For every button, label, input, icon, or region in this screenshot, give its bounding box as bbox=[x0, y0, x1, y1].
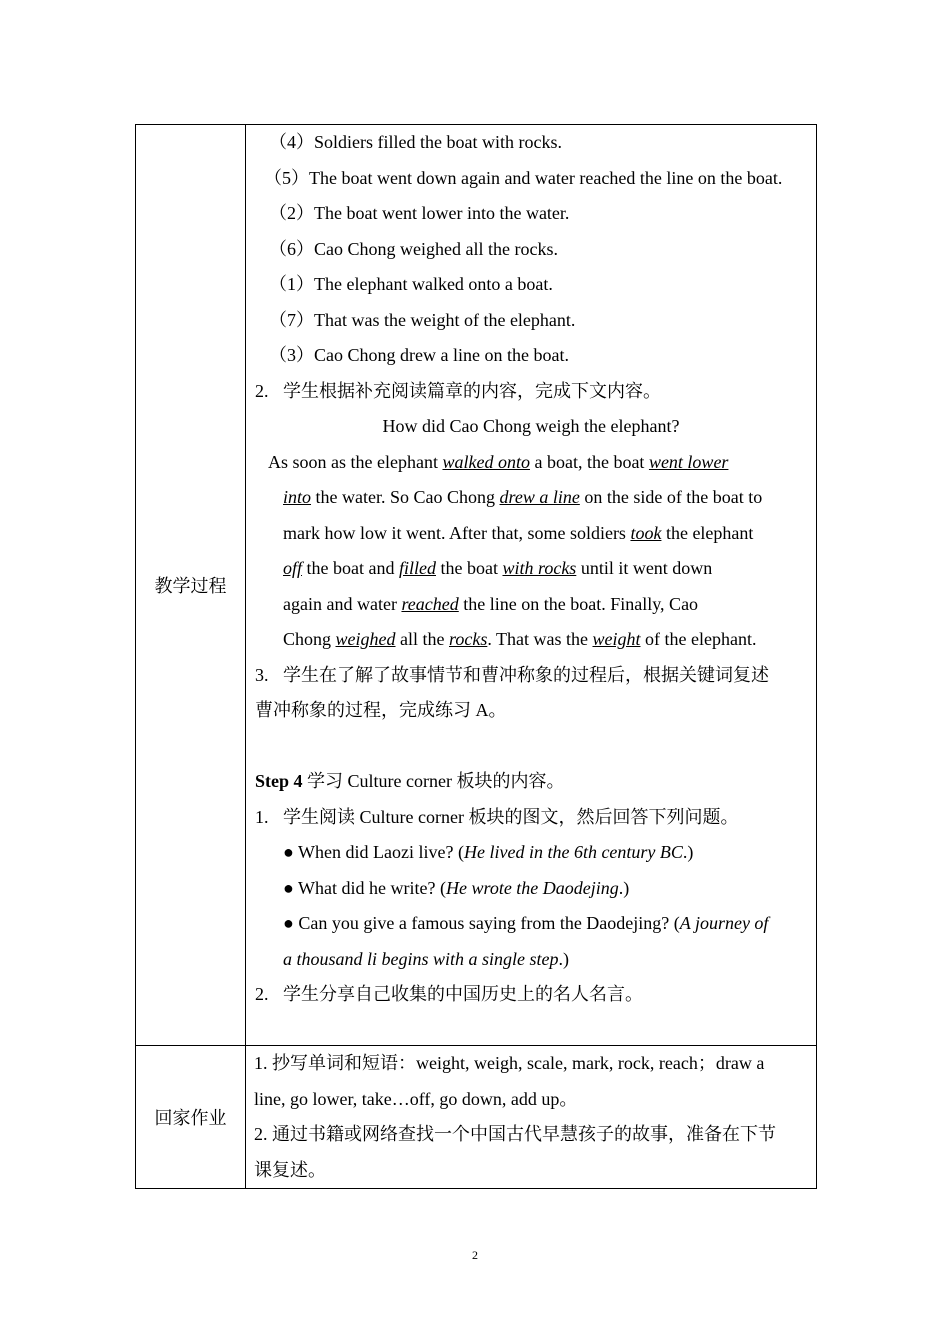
passage-line bbox=[246, 551, 816, 587]
homework-row bbox=[136, 1046, 817, 1189]
page-number: 2 bbox=[472, 1248, 478, 1262]
teaching-process-label: 教学过程 bbox=[136, 125, 246, 1046]
passage-text: a boat, the boat bbox=[529, 451, 649, 472]
answer-blank: took bbox=[630, 522, 662, 543]
task-3-number: 3. bbox=[255, 664, 269, 685]
homework-item-continued: 课复述。 bbox=[254, 1159, 326, 1180]
task-2-number: 2. bbox=[255, 380, 269, 401]
question-1 bbox=[246, 835, 816, 871]
answer-blank: filled bbox=[399, 558, 436, 578]
teaching-process-row bbox=[136, 125, 817, 1046]
passage-line bbox=[246, 480, 816, 516]
spacer bbox=[246, 729, 816, 765]
answer-blank: drew a line bbox=[499, 487, 580, 507]
order-item: （3）Cao Chong drew a line on the boat. bbox=[269, 345, 569, 365]
question-answer: A journey of bbox=[679, 913, 769, 933]
passage-text: the elephant bbox=[661, 522, 754, 543]
step-4-item-2 bbox=[246, 977, 816, 1013]
question-text: ● When did Laozi live? ( bbox=[283, 842, 464, 862]
task-3-text: 学生在了解了故事情节和曹冲称象的过程后，根据关键词复述 bbox=[283, 664, 769, 685]
passage-line bbox=[246, 516, 816, 552]
task-3 bbox=[246, 658, 816, 694]
answer-blank: weighed bbox=[335, 629, 396, 649]
answer-blank: went lower bbox=[648, 451, 729, 472]
question-3-continued bbox=[246, 942, 816, 978]
passage-text: mark how low it went. After that, some soldiers bbox=[283, 522, 631, 543]
passage-line bbox=[246, 587, 816, 623]
answer-blank: off bbox=[283, 558, 303, 578]
order-item: （1）The elephant walked onto a boat. bbox=[269, 274, 553, 294]
task-2-text: 学生根据补充阅读篇章的内容，完成下文内容。 bbox=[283, 380, 661, 401]
question-text: ● What did he write? ( bbox=[283, 877, 446, 898]
step-4-item-2-text: 学生分享自己收集的中国历史上的名人名言。 bbox=[283, 984, 643, 1004]
order-item: （6）Cao Chong weighed all the rocks. bbox=[269, 238, 558, 259]
question-answer: He wrote the Daodejing bbox=[445, 877, 619, 898]
passage-text: all the bbox=[395, 629, 449, 649]
passage-text: As soon as the elephant bbox=[268, 451, 443, 472]
answer-blank: walked onto bbox=[442, 451, 530, 472]
question-text: .) bbox=[558, 948, 570, 969]
question-text: .) bbox=[618, 877, 630, 898]
order-item: （2）The boat went lower into the water. bbox=[269, 203, 570, 223]
passage-line bbox=[246, 622, 816, 658]
question-3 bbox=[246, 906, 816, 942]
task-3-continued: 曹冲称象的过程，完成练习 A。 bbox=[255, 700, 507, 720]
step-4-heading bbox=[246, 764, 816, 800]
order-item: （4）Soldiers filled the boat with rocks. bbox=[269, 132, 562, 152]
passage-text: until it went down bbox=[576, 558, 713, 578]
passage-text: the water. So Cao Chong bbox=[311, 487, 500, 507]
passage-text: of the elephant. bbox=[640, 629, 757, 649]
passage-text: the boat and bbox=[302, 558, 399, 578]
passage-text: the boat bbox=[436, 558, 503, 578]
passage-text: again and water bbox=[283, 593, 402, 614]
teaching-process-content bbox=[246, 125, 817, 1046]
step-4-item-1-number: 1. bbox=[255, 806, 269, 827]
passage-text: Chong bbox=[283, 629, 336, 649]
question-text: ● Can you give a famous saying from the Daodejing? ( bbox=[283, 913, 680, 933]
homework-item: 1. 抄写单词和短语：weight, weigh, scale, mark, rock, reach；draw a bbox=[254, 1053, 765, 1073]
step-4-item-1-text: 学生阅读 Culture corner 板块的图文，然后回答下列问题。 bbox=[283, 806, 739, 827]
homework-content bbox=[246, 1046, 817, 1189]
step-4-text: 学习 Culture corner 板块的内容。 bbox=[302, 771, 565, 791]
step-4-item-1 bbox=[246, 800, 816, 836]
question-2 bbox=[246, 871, 816, 907]
answer-blank: with rocks bbox=[502, 558, 577, 578]
order-item: （5）The boat went down again and water reached the line on the boat. bbox=[264, 167, 783, 188]
step-4-item-2-number: 2. bbox=[255, 984, 269, 1004]
passage-text: on the side of the boat to bbox=[579, 487, 763, 507]
passage-text: . That was the bbox=[487, 629, 593, 649]
homework-item-continued: line, go lower, take…off, go down, add up。 bbox=[254, 1088, 578, 1109]
task-2 bbox=[246, 374, 816, 410]
lesson-plan-table bbox=[135, 124, 817, 1189]
answer-blank: into bbox=[283, 487, 312, 507]
passage-text: the line on the boat. Finally, Cao bbox=[458, 593, 699, 614]
answer-blank: weight bbox=[592, 629, 641, 649]
answer-blank: rocks bbox=[449, 629, 488, 649]
question-text: .) bbox=[682, 842, 694, 862]
question-answer: a thousand li begins with a single step bbox=[283, 948, 559, 969]
question-answer: He lived in the 6th century BC bbox=[463, 842, 683, 862]
step-4-label: Step 4 bbox=[255, 771, 303, 791]
passage-line bbox=[246, 445, 816, 481]
order-item: （7）That was the weight of the elephant. bbox=[269, 309, 576, 330]
passage-title: How did Cao Chong weigh the elephant? bbox=[382, 416, 680, 436]
homework-item: 2. 通过书籍或网络查找一个中国古代早慧孩子的故事，准备在下节 bbox=[254, 1124, 776, 1144]
answer-blank: reached bbox=[401, 593, 459, 614]
homework-label: 回家作业 bbox=[136, 1046, 246, 1189]
